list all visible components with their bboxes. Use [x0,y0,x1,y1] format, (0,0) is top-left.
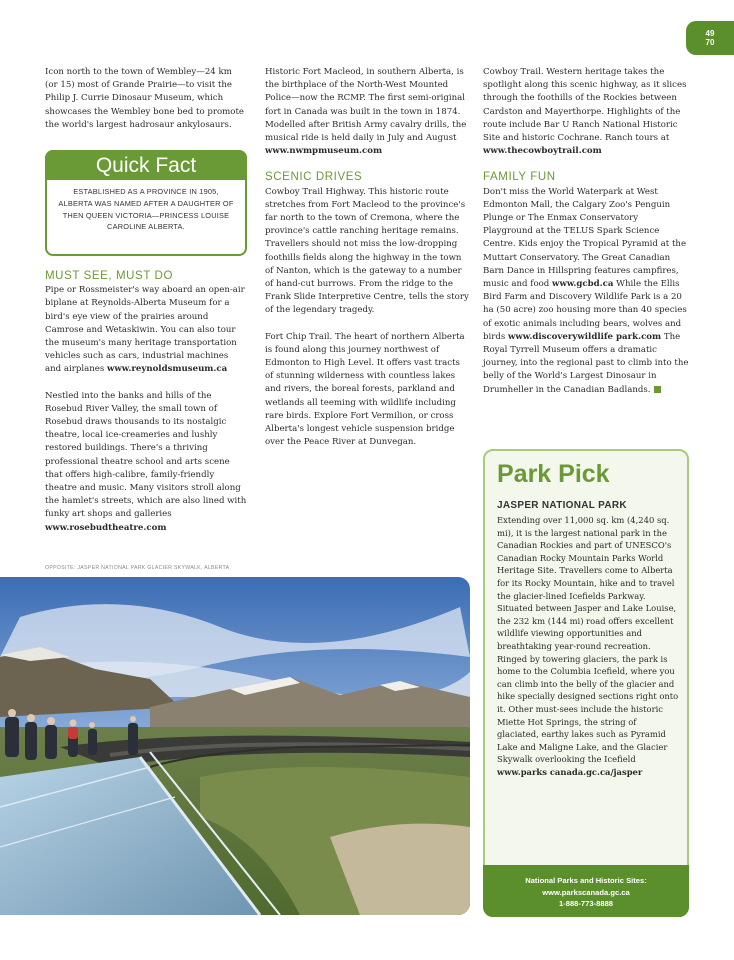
col3-paragraph-2 [483,186,689,397]
page-number-bottom: 70 [705,38,715,47]
page-number-tab [686,21,734,55]
column-2 [265,66,471,462]
park-pick-footer [483,865,689,917]
park-pick-subtitle: JASPER NATIONAL PARK [497,500,627,511]
must-see-heading: MUST SEE, MUST DO [45,270,173,282]
column-3 [483,66,689,410]
page-number-top: 49 [705,29,715,38]
col3-paragraph-1 [483,66,689,158]
col2-p1-text: Historic Fort Macleod, in southern Alberta, is the birthplace of the North-West Mounted Police—now the RCMP. The first semi-original fort in Canada was built in the town in 1874. Modelled after British Army cavalry drills, the musical ride is held daily in July and August [265,67,467,144]
end-mark-icon [654,386,661,393]
col3-p1-label: Ranch tours at [604,133,670,144]
col3-p2-text: Don't miss the World Waterpark at West Edmonton Mall, the Calgary Zoo's Penguin Plunge or The Enmax Conservatory Playground at the TELUS Spark Science Centre. Kids enjoy the Tropical Pyramid at the Muttart Conservatory. The Great Canadian Barn Dance in Hillspring features campfires, music and food [483,186,687,290]
quick-fact-text: ESTABLISHED AS A PROVINCE IN 1905, ALBERTA WAS NAMED AFTER A DAUGHTER OF THEN QUEEN VICTORIA—PRINCESS LOUISE CAROLINE ALBERTA. [58,187,234,232]
park-pick-text [497,514,679,778]
cowboy-trail-link[interactable]: www.thecowboytrail.com [483,146,602,157]
col1-paragraph-2 [45,284,247,376]
col2-paragraph-1 [265,66,471,158]
nwmp-museum-link[interactable]: www.nwmpmuseum.com [265,146,383,157]
discovery-wildlife-link[interactable]: www.discoverywildlife park.com [508,331,662,342]
col2-paragraph-3: Fort Chip Trail. The heart of northern Alberta is found along this journey northwest of Edmonton to High Level. It offers vast tracts of stunning wilderness with countless lakes and rivers, the boreal forests, parkland and wetlands all teeming with wildlife including rare birds. Explore Fort Vermilion, or cross Alberta's longest vehicle suspension bridge over the Peace River at Dunvegan. [265,331,465,448]
col1-paragraph-3 [45,390,247,535]
reynolds-museum-link[interactable]: www.reynoldsmuseum.ca [107,364,228,375]
column-1 [45,66,247,145]
park-pick-body: Extending over 11,000 sq. km (4,240 sq. mi), it is the largest national park in the Canadian Rockies and part of UNESCO's Canadian Rocky Mountain Parks World Heritage Site. Travellers come to Alberta for its Rocky Mountain, hike and to travel the glacier-lined Icefields Parkway. Situated between Jasper and Lake Louise, the 232 km (144 mi) road offers excellent wildlife viewing opportunities and breathtaking year-round recreation. Ringed by towering glaciers, the park is home to the Columbia Icefield, where you can climb into the belly of the glacier and hike specially designed sections right onto it. Other must-sees include the historic Miette Hot Springs, the string of glaciated, earthy lakes such as Pyramid Lake and Maligne Lake, and the Glacier Skywalk overlooking the Icefield [497,515,679,765]
col3-p2c-text: The Royal Tyrrell Museum offers a dramatic journey, into the regional past to climb into the belly of the World's Largest Dinosaur in Drumheller in the Canadian Badlands. [483,331,689,395]
glacier-skywalk-photo [0,577,470,915]
rosebud-theatre-link[interactable]: www.rosebudtheatre.com [45,522,167,533]
gcbd-link[interactable]: www.gcbd.ca [552,279,614,290]
col2-paragraph-2: Cowboy Trail Highway. This historic route stretches from Fort Macleod to the province's far north to the town of Cremona, where the province's cattle ranching heritage remains. Travellers should not miss the low-dropping foothills fields along the highway in the town of Nanton, which is the gateway to a number of hand-cut burrows. From the ridge to the Frank Slide Interpretive Centre, tells the story of the legendary tragedy. [265,186,469,316]
parks-canada-phone: 1-888-773-8888 [558,899,614,908]
quick-fact-title: Quick Fact [45,150,247,180]
family-fun-heading: FAMILY FUN [483,171,556,184]
col3-p1-text: Cowboy Trail. Western heritage takes the spotlight along this scenic highway, as it slices through the foothills of the Rockies between Cardston and Mayerthorpe. Highlights of the route include Bar U Ranch National Historic Site and historic Cochrane. [483,67,687,144]
col3-p2b-text: While the Ellis Bird Farm and Discovery Wildlife Park is a 20 ha (50 acre) zoo housing more than 40 species of exotic animals including bears, wolves and birds [483,279,687,342]
footer-line-1: National Parks and Historic Sites: [525,876,647,885]
photo-caption: OPPOSITE: JASPER NATIONAL PARK GLACIER SKYWALK, ALBERTA [45,565,230,571]
parks-canada-jasper-link[interactable]: www.parks canada.gc.ca/jasper [497,766,643,777]
park-pick-title: Park Pick [497,460,610,488]
col1-paragraph-1: Icon north to the town of Wembley—24 km (or 15) most of Grande Prairie—to visit the Philip J. Currie Dinosaur Museum, which showcases the Wembley bone bed to promote the world's largest hadrosaur ankylosaurs. [45,67,244,130]
parks-canada-website-link[interactable]: www.parkscanada.gc.ca [542,887,630,897]
column-1-lower [45,270,247,548]
skywalk-illustration [0,577,470,915]
scenic-drives-heading: SCENIC DRIVES [265,171,363,184]
col1-p3-text: Nestled into the banks and hills of the Rosebud River Valley, the small town of Rosebud draws thousands to its nostalgic theatre, local ice-creameries and lushly restored buildings. There's a thriving professional theatre school and arts scene that offers high-calibre, family-friendly theatre and music. Many visitors stroll along the hamlet's streets, which are also lined with funky art shops and galleries [45,390,247,520]
col1-p2-text: Pipe or Rossmeister's way aboard an open-air biplane at Reynolds-Alberta Museum for a bird's eye view of the prairies around Camrose and Wetaskiwin. You can also tour the museum's many heritage transportation vehicles such as cars, industrial machines and airplanes [45,285,245,375]
